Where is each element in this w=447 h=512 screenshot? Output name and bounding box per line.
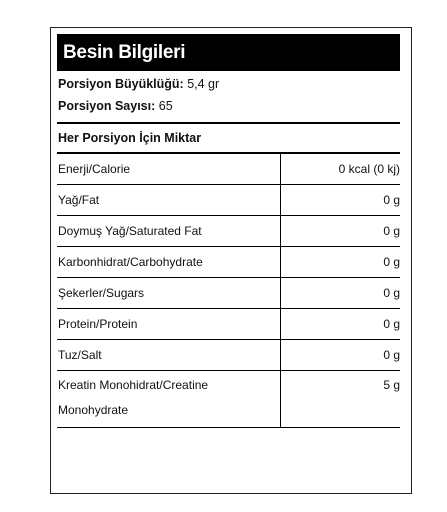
nutrient-name: Kreatin Monohidrat/Creatine Monohydrate [57, 371, 281, 428]
serving-size-line [57, 73, 400, 95]
table-row [57, 340, 400, 371]
nutrition-facts-panel [50, 27, 412, 494]
nutrient-value: 0 kcal (0 kj) [281, 154, 401, 185]
table-row [57, 371, 400, 428]
nutrient-value: 0 g [281, 278, 401, 309]
table-row [57, 247, 400, 278]
nutrient-name: Enerji/Calorie [57, 154, 281, 185]
nutrient-value: 0 g [281, 216, 401, 247]
nutrient-name: Yağ/Fat [57, 185, 281, 216]
servings-value: 65 [158, 99, 173, 113]
nutrient-name: Şekerler/Sugars [57, 278, 281, 309]
nutrition-facts-content [57, 34, 400, 428]
nutrient-name: Tuz/Salt [57, 340, 281, 371]
nutrient-name: Karbonhidrat/Carbohydrate [57, 247, 281, 278]
nutrition-title: Besin Bilgileri [57, 34, 400, 71]
nutrient-value: 0 g [281, 247, 401, 278]
nutrient-value: 5 g [281, 371, 401, 428]
serving-size-label: Porsiyon Büyüklüğü: [58, 77, 184, 91]
table-row [57, 278, 400, 309]
nutrient-value: 0 g [281, 340, 401, 371]
servings-label: Porsiyon Sayısı: [58, 99, 156, 113]
nutrient-name: Doymuş Yağ/Saturated Fat [57, 216, 281, 247]
serving-size-value: 5,4 gr [187, 77, 220, 91]
table-row [57, 185, 400, 216]
section-heading: Her Porsiyon İçin Miktar [58, 131, 202, 145]
servings-line [57, 95, 400, 117]
table-row [57, 309, 400, 340]
nutrient-value: 0 g [281, 309, 401, 340]
table-row [57, 154, 400, 185]
table-row [57, 216, 400, 247]
nutrition-table [57, 154, 400, 428]
nutrient-value: 0 g [281, 185, 401, 216]
nutrient-name: Protein/Protein [57, 309, 281, 340]
